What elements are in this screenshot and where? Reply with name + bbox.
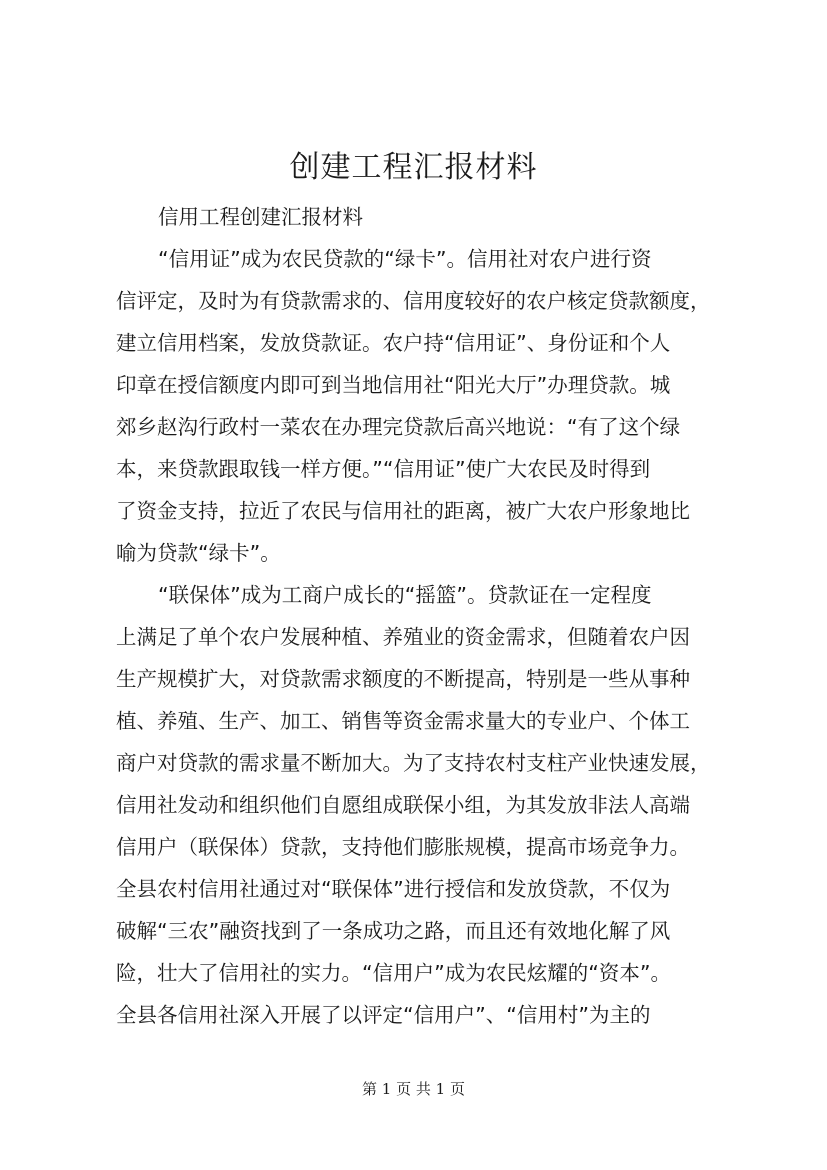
paragraph-line: 生产规模扩大，对贷款需求额度的不断提高，特别是一些从事种 [116, 667, 690, 691]
paragraph-line: 信用户（联保体）贷款，支持他们膨胀规模，提高市场竞争力。 [116, 835, 690, 859]
paragraph-line: 信评定，及时为有贷款需求的、信用度较好的农户核定贷款额度， [116, 289, 711, 313]
paragraph-line: 全县各信用社深入开展了以评定“信用户”、“信用村”为主的 [116, 1003, 651, 1027]
paragraph-line: 信用社发动和组织他们自愿组成联保小组，为其发放非法人高端 [116, 793, 690, 817]
paragraph-line: 险，壮大了信用社的实力。“信用户”成为农民炫耀的“资本”。 [116, 961, 671, 985]
paragraph-line: “信用证”成为农民贷款的“绿卡”。信用社对农户进行资 [158, 247, 652, 271]
paragraph-line: 喻为贷款“绿卡”。 [116, 541, 281, 565]
document-title: 创建工程汇报材料 [289, 150, 538, 185]
paragraph-line: “联保体”成为工商户成长的“摇篮”。贷款证在一定程度 [158, 583, 652, 607]
document-body [116, 196, 716, 1036]
paragraph-line: 全县农村信用社通过对“联保体”进行授信和发放贷款，不仅为 [116, 877, 671, 901]
subtitle-line: 信用工程创建汇报材料 [158, 205, 363, 229]
paragraph-line: 了资金支持，拉近了农民与信用社的距离，被广大农户形象地比 [116, 499, 690, 523]
paragraph-line: 郊乡赵沟行政村一菜农在办理完贷款后高兴地说：“有了这个绿 [116, 415, 681, 439]
paragraph-line: 破解“三农”融资找到了一条成功之路，而且还有效地化解了风 [116, 919, 671, 943]
paragraph-line: 印章在授信额度内即可到当地信用社“阳光大厅”办理贷款。城 [116, 373, 671, 397]
paragraph-line: 建立信用档案，发放贷款证。农户持“信用证”、身份证和个人 [116, 331, 671, 355]
paragraph-line: 商户对贷款的需求量不断加大。为了支持农村支柱产业快速发展， [116, 751, 711, 775]
page-number-footer: 第 1 页 共 1 页 [362, 1080, 465, 1098]
paragraph-line: 上满足了单个农户发展种植、养殖业的资金需求，但随着农户因 [116, 625, 690, 649]
paragraph-line: 本，来贷款跟取钱一样方便。”“信用证”使广大农民及时得到 [116, 457, 651, 481]
paragraph-line: 植、养殖、生产、加工、销售等资金需求量大的专业户、个体工 [116, 709, 690, 733]
